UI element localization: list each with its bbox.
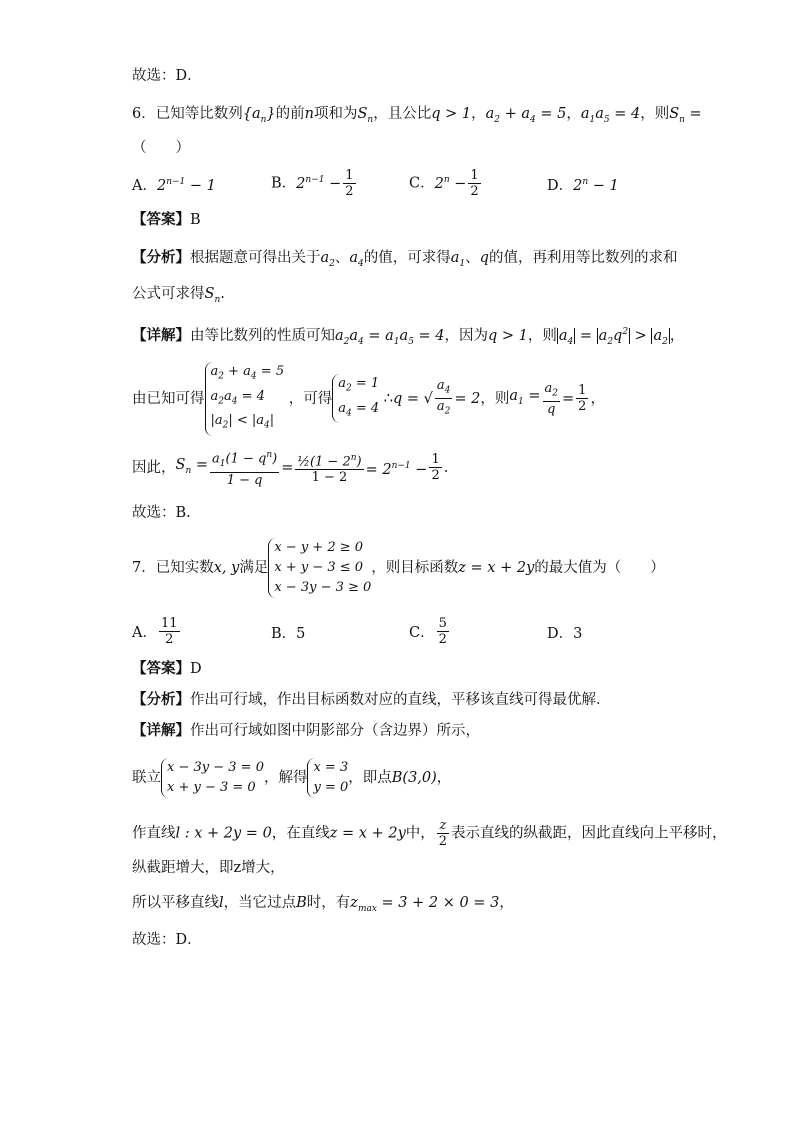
- q6-option-c: C．$2^n$ − $\frac{1}{2}$: [409, 168, 479, 199]
- q7-option-a: A． $\frac{11}{2}$: [132, 616, 178, 647]
- q6-analysis-cont: 公式可求得$S_n$.: [132, 286, 225, 305]
- q6-analysis: 【分析】根据题意可得出关于$a_2$、$a_4$的值，可求得$a_1$、q的值，再利用等比数列的求和: [132, 250, 678, 269]
- q7-line3: 所以平移直线l，当它过点B时，有$z_{max} = 3 + 2 \times 0 = 3$，: [132, 895, 514, 914]
- prev-answer-line: 故选：D．: [132, 68, 202, 84]
- q7-choose: 故选：D．: [132, 932, 202, 948]
- q7-stem: 7．已知实数x, y满足 x − y + 2 ≥ 0 x + y − 3 ≤ 0 x − 3y − 3 ≥ 0 ，则目标函数z = x + 2y的最大值为（ ）: [132, 538, 665, 598]
- q6-option-d: D．$2^n - 1$: [547, 177, 619, 194]
- q7-joint-line: 联立 x − 3y − 3 = 0 x + y − 3 = 0 ，解得 x = 3 y = 0 ，即点B(3,0)，: [132, 758, 451, 798]
- q6-answer: 【答案】B: [132, 212, 201, 228]
- q7-answer: 【答案】D: [132, 661, 202, 677]
- q6-option-b: B．$2^{n-1}$ − $\frac{1}{2}$: [271, 168, 354, 199]
- q6-number: 6．: [132, 106, 156, 122]
- q6-option-a: A．$2^{n-1} - 1$: [132, 177, 216, 194]
- q6-detail: 【详解】由等比数列的性质可知$a_2a_4 = a_1a_5 = 4$，因为q > 1，则 $a_4 = a_2q^2 > a_2$ ，: [132, 327, 685, 347]
- q7-option-d: D．3: [547, 626, 583, 642]
- q7-line2: 纵截距增大，即z增大，: [132, 860, 285, 876]
- q7-line-def: 作直线l : x + 2y = 0，在直线z = x + 2y中， $\frac{z}{2}$ 表示直线的纵截距，因此直线向上平移时，: [132, 818, 727, 849]
- q7-option-c: C． $\frac{5}{2}$: [409, 616, 447, 647]
- q6-paren: （ ）: [132, 140, 190, 156]
- q7-analysis: 【分析】作出可行域，作出目标函数对应的直线，平移该直线可得最优解．: [132, 692, 611, 708]
- q6-text: 已知等比数列: [155, 106, 243, 122]
- q6-sum-line: 因此，$S_n$ = $\frac{a_1(1 - q^n)}{1 - q}$ = $\frac{\frac{1}{2}(1 - 2^n)}{1 - 2}$ = $2^{n-1}$ − $\frac{1}{2}$ .: [132, 450, 449, 488]
- q7-option-b: B．5: [271, 626, 306, 642]
- q7-detail: 【详解】作出可行域如图中阴影部分（含边界）所示，: [132, 723, 480, 739]
- q6-stem: 6．已知等比数列$\{a_n\}$的前n项和为$S_n$，且公比q > 1，$a_2 + a_4 = 5$，$a_1a_5 = 4$，则$S_n$ =: [132, 106, 702, 125]
- q6-choose: 故选：B.: [132, 505, 191, 521]
- q6-system-line: 由已知可得 $a_2 + a_4 = 5$ $a_2a_4 = 4$ $|a_2| < |a_4|$ ，可得 $a_2 = 1$ $a_4 = 4$ ∴q = √ $\frac{a_4}{a_2}$ = 2，则$a_1$ = $\frac{a_2}{q}$ = $\frac{1}{2}$ ，: [132, 362, 605, 436]
